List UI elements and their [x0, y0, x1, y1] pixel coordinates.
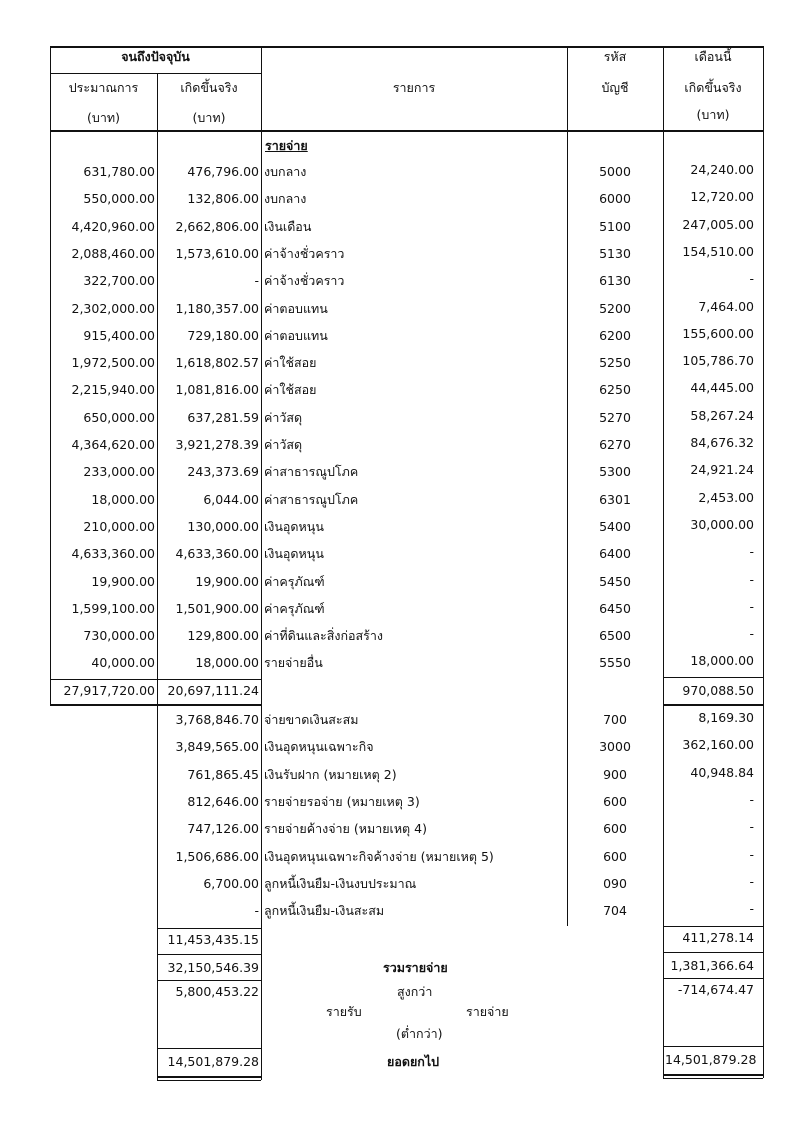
- other-row-item: เงินรับฝาก (หมายเหตุ 2): [264, 766, 397, 782]
- other-row-actual: 761,865.45: [187, 766, 259, 782]
- difference-higher: สูงกว่า: [397, 984, 433, 999]
- other-row-month: 362,160.00: [682, 737, 754, 753]
- grand-total-month: 1,381,366.64: [670, 958, 754, 973]
- row-item: รายจ่ายอื่น: [264, 655, 323, 671]
- row-estimate: 4,364,620.00: [71, 437, 155, 452]
- rule-v-actual-right: [261, 46, 262, 1080]
- rule-subtotal-top-month: [663, 677, 763, 678]
- header-this-month: เดือนนี้: [694, 49, 732, 64]
- row-code: 6301: [599, 491, 631, 507]
- difference-lower: (ต่ำกว่า): [396, 1026, 443, 1041]
- subtotal-actual: 20,697,111.24: [167, 683, 259, 698]
- row-code: 5550: [599, 655, 631, 671]
- other-row-actual: 3,849,565.00: [175, 739, 259, 755]
- row-month: -: [749, 598, 754, 614]
- row-actual: 1,618,802.57: [175, 355, 259, 371]
- row-item: ค่าครุภัณฑ์: [264, 600, 325, 616]
- other-row-code: 900: [603, 766, 627, 782]
- row-code: 5200: [599, 300, 631, 316]
- row-item: ค่าจ้างชั่วคราว: [264, 273, 345, 289]
- row-item: ค่าใช้สอย: [264, 382, 317, 398]
- other-row-item: เงินอุดหนุนเฉพาะกิจค้างจ่าย (หมายเหตุ 5): [264, 848, 494, 864]
- other-row-item: ลูกหนี้เงินยืม-เงินสะสม: [264, 903, 385, 919]
- difference-actual: 5,800,453.22: [175, 984, 259, 999]
- row-actual: 19,900.00: [195, 573, 259, 589]
- header-to-date: จนถึงปัจจุบัน: [121, 49, 190, 64]
- row-code: 5000: [599, 164, 631, 179]
- row-month: 44,445.00: [690, 380, 754, 396]
- row-estimate: 4,633,360.00: [71, 546, 155, 562]
- rule-carry-top: [157, 1048, 261, 1049]
- rule-carry-top-month: [663, 1046, 763, 1047]
- rule-other-top-month: [663, 926, 763, 927]
- rule-subtotal-bottom: [50, 704, 261, 706]
- row-code: 6400: [599, 546, 631, 562]
- other-row-code: 704: [603, 903, 627, 919]
- row-estimate: 2,215,940.00: [71, 382, 155, 398]
- row-estimate: 550,000.00: [83, 191, 155, 207]
- row-month: 84,676.32: [690, 435, 754, 450]
- row-actual: 1,573,610.00: [175, 245, 259, 261]
- row-code: 5250: [599, 355, 631, 371]
- row-item: ค่าตอบแทน: [264, 300, 328, 316]
- row-month: 24,921.24: [690, 462, 754, 478]
- subtotal-month: 970,088.50: [682, 683, 754, 698]
- row-estimate: 18,000.00: [91, 491, 155, 507]
- section-title: รายจ่าย: [265, 138, 308, 153]
- row-code: 6450: [599, 600, 631, 616]
- carry-forward-label: ยอดยกไป: [387, 1054, 440, 1069]
- other-row-actual: 6,700.00: [203, 875, 259, 891]
- row-actual: 6,044.00: [203, 491, 259, 507]
- row-month: 2,453.00: [698, 489, 754, 505]
- rule-header-split: [50, 73, 261, 74]
- other-row-code: 600: [603, 821, 627, 837]
- rule-grand-top-month: [663, 952, 763, 953]
- row-actual: 3,921,278.39: [175, 437, 259, 452]
- rule-diff-top-month: [663, 978, 763, 979]
- row-actual: 130,000.00: [187, 518, 259, 534]
- row-code: 6500: [599, 628, 631, 644]
- rule-diff-top: [157, 980, 261, 981]
- rule-other-top: [157, 928, 261, 929]
- row-month: 58,267.24: [690, 407, 754, 423]
- row-actual: 18,000.00: [195, 655, 259, 671]
- other-row-item: รายจ่ายค้างจ่าย (หมายเหตุ 4): [264, 821, 427, 837]
- other-row-actual: 812,646.00: [187, 793, 259, 809]
- row-item: งบกลาง: [264, 164, 307, 179]
- other-total-month: 411,278.14: [682, 930, 754, 945]
- row-item: ค่าสาธารณูปโภค: [264, 491, 359, 507]
- row-month: 12,720.00: [690, 189, 754, 205]
- row-actual: 2,662,806.00: [175, 218, 259, 234]
- row-item: ค่าวัสดุ: [264, 437, 303, 452]
- row-month: 18,000.00: [690, 653, 754, 669]
- row-item: ค่าครุภัณฑ์: [264, 573, 325, 589]
- row-code: 6200: [599, 327, 631, 343]
- row-code: 6270: [599, 437, 631, 452]
- rule-v-code-left: [567, 46, 568, 926]
- header-code-top: รหัส: [603, 49, 627, 64]
- header-actual: เกิดขึ้นจริง: [180, 80, 238, 95]
- row-code: 5300: [599, 464, 631, 480]
- row-code: 6000: [599, 191, 631, 207]
- subtotal-estimate: 27,917,720.00: [63, 683, 155, 698]
- row-month: 247,005.00: [682, 216, 754, 232]
- row-estimate: 4,420,960.00: [71, 218, 155, 234]
- row-code: 5130: [599, 245, 631, 261]
- row-estimate: 210,000.00: [83, 518, 155, 534]
- row-month: -: [749, 271, 754, 287]
- row-item: เงินอุดหนุน: [264, 518, 324, 534]
- row-estimate: 650,000.00: [83, 409, 155, 425]
- header-code-bottom: บัญชี: [601, 80, 629, 95]
- rule-carry-bottom2-month: [663, 1078, 763, 1079]
- other-row-month: -: [749, 901, 754, 917]
- row-item: ค่าที่ดินและสิ่งก่อสร้าง: [264, 628, 383, 644]
- row-item: ค่าใช้สอย: [264, 355, 317, 371]
- rule-v-left: [50, 46, 51, 706]
- row-estimate: 2,302,000.00: [71, 300, 155, 316]
- row-code: 5450: [599, 573, 631, 589]
- header-month-actual: เกิดขึ้นจริง: [684, 80, 742, 95]
- row-month: 7,464.00: [698, 298, 754, 314]
- other-row-actual: 3,768,846.70: [175, 712, 259, 727]
- carry-forward-actual: 14,501,879.28: [167, 1054, 259, 1069]
- row-code: 5270: [599, 409, 631, 425]
- grand-total-label: รวมรายจ่าย: [383, 960, 448, 975]
- other-row-actual: 1,506,686.00: [175, 848, 259, 864]
- other-row-item: ลูกหนี้เงินยืม-เงินงบประมาณ: [264, 875, 417, 891]
- other-row-month: -: [749, 873, 754, 889]
- row-item: ค่าสาธารณูปโภค: [264, 464, 359, 480]
- other-row-month: 40,948.84: [690, 764, 754, 780]
- header-actual-baht: (บาท): [192, 110, 226, 125]
- row-month: -: [749, 626, 754, 642]
- rule-carry-bottom-month: [663, 1074, 763, 1076]
- row-estimate: 19,900.00: [91, 573, 155, 589]
- other-row-code: 700: [603, 712, 627, 727]
- row-estimate: 322,700.00: [83, 273, 155, 289]
- row-item: งบกลาง: [264, 191, 307, 207]
- row-actual: 1,501,900.00: [175, 600, 259, 616]
- grand-total-actual: 32,150,546.39: [167, 960, 259, 975]
- other-row-code: 3000: [599, 739, 631, 755]
- other-row-month: 8,169.30: [698, 710, 754, 725]
- rule-v-month-left: [663, 46, 664, 1078]
- row-month: 155,600.00: [682, 325, 754, 341]
- row-code: 5400: [599, 518, 631, 534]
- row-actual: 1,180,357.00: [175, 300, 259, 316]
- header-estimate-baht: (บาท): [87, 110, 120, 125]
- row-month: -: [749, 571, 754, 587]
- row-actual: 729,180.00: [187, 327, 259, 343]
- difference-month: -714,674.47: [677, 982, 754, 997]
- header-month-baht: (บาท): [696, 107, 730, 122]
- row-item: ค่าตอบแทน: [264, 327, 328, 343]
- rule-subtotal-top: [50, 679, 261, 680]
- row-actual: -: [254, 273, 259, 289]
- row-item: เงินเดือน: [264, 218, 312, 234]
- row-code: 6130: [599, 273, 631, 289]
- row-actual: 132,806.00: [187, 191, 259, 207]
- header-estimate: ประมาณการ: [68, 80, 139, 95]
- rule-v-right: [763, 46, 764, 1078]
- other-row-actual: 747,126.00: [187, 821, 259, 837]
- row-actual: 1,081,816.00: [175, 382, 259, 398]
- other-total-actual: 11,453,435.15: [167, 932, 259, 947]
- other-row-month: -: [749, 846, 754, 862]
- difference-expense: รายจ่าย: [466, 1004, 509, 1019]
- rule-v-actual-left: [157, 706, 158, 1080]
- row-month: 30,000.00: [690, 516, 754, 532]
- rule-top: [50, 46, 764, 48]
- rule-v-estimate: [157, 73, 158, 706]
- row-estimate: 915,400.00: [83, 327, 155, 343]
- row-month: 154,510.00: [682, 243, 754, 259]
- row-month: 24,240.00: [690, 162, 754, 177]
- other-row-actual: -: [254, 903, 259, 919]
- row-actual: 243,373.69: [187, 464, 259, 480]
- row-item: เงินอุดหนุน: [264, 546, 324, 562]
- difference-income: รายรับ: [326, 1004, 362, 1019]
- other-row-item: จ่ายขาดเงินสะสม: [264, 712, 359, 727]
- carry-forward-month: 14,501,879.28: [665, 1052, 757, 1067]
- row-actual: 129,800.00: [187, 628, 259, 644]
- row-month: 105,786.70: [682, 353, 754, 369]
- rule-carry-bottom2: [157, 1080, 261, 1081]
- rule-carry-bottom: [157, 1076, 261, 1078]
- other-row-code: 600: [603, 848, 627, 864]
- row-month: -: [749, 544, 754, 560]
- row-estimate: 1,599,100.00: [71, 600, 155, 616]
- other-row-item: เงินอุดหนุนเฉพาะกิจ: [264, 739, 374, 755]
- row-estimate: 233,000.00: [83, 464, 155, 480]
- other-row-month: -: [749, 791, 754, 807]
- rule-subtotal-bottom-month: [663, 704, 763, 706]
- row-item: ค่าจ้างชั่วคราว: [264, 245, 345, 261]
- row-code: 5100: [599, 218, 631, 234]
- rule-grand-top: [157, 954, 261, 955]
- header-items: รายการ: [392, 80, 436, 95]
- other-row-code: 600: [603, 793, 627, 809]
- other-row-item: รายจ่ายรอจ่าย (หมายเหตุ 3): [264, 793, 420, 809]
- row-actual: 637,281.59: [187, 409, 259, 425]
- row-estimate: 40,000.00: [91, 655, 155, 671]
- row-estimate: 2,088,460.00: [71, 245, 155, 261]
- row-code: 6250: [599, 382, 631, 398]
- row-actual: 4,633,360.00: [175, 546, 259, 562]
- row-actual: 476,796.00: [187, 164, 259, 179]
- row-estimate: 631,780.00: [83, 164, 155, 179]
- row-estimate: 730,000.00: [83, 628, 155, 644]
- row-estimate: 1,972,500.00: [71, 355, 155, 371]
- row-item: ค่าวัสดุ: [264, 409, 303, 425]
- other-row-month: -: [749, 819, 754, 835]
- other-row-code: 090: [603, 875, 627, 891]
